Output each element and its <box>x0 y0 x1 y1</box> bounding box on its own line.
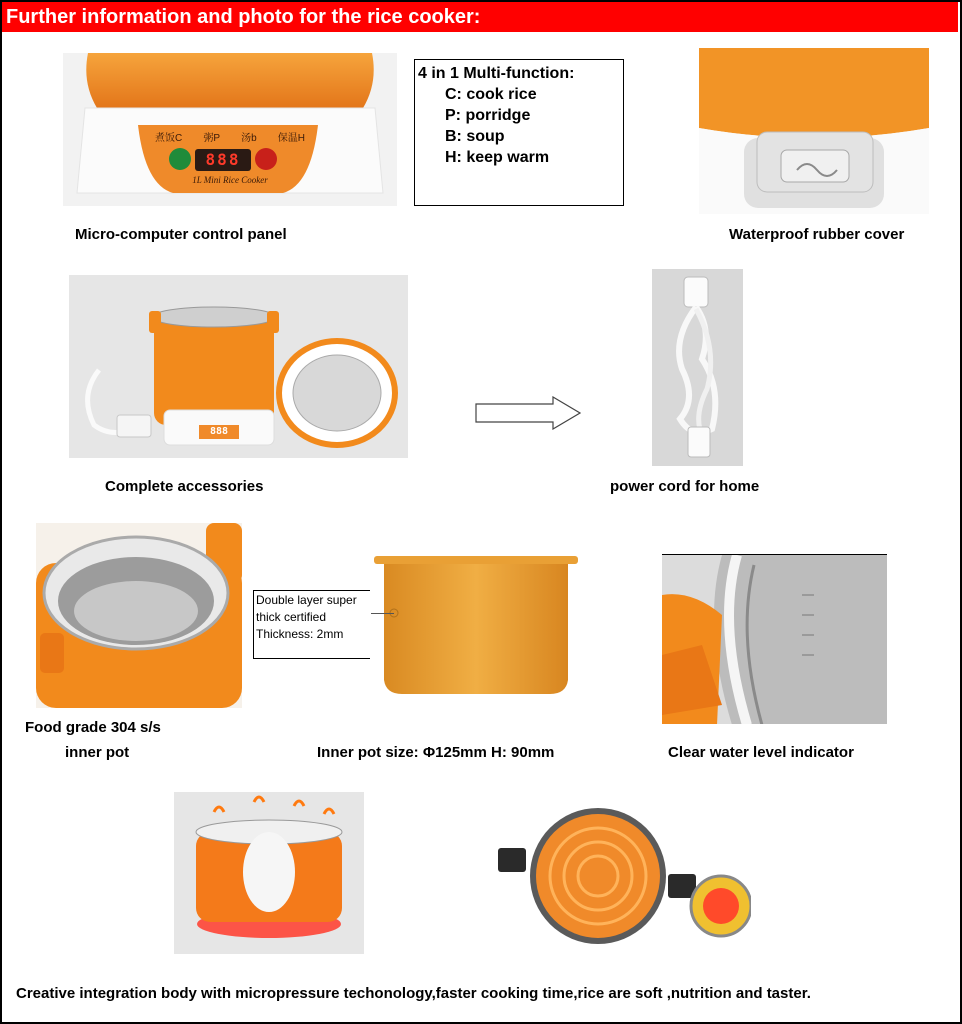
water-level-caption: Clear water level indicator <box>668 744 854 761</box>
function-item: P: porridge <box>445 107 531 124</box>
panel-mode-c: 煮饭C <box>155 133 183 144</box>
callout-pointer <box>371 613 394 614</box>
accessories-caption: Complete accessories <box>105 478 264 495</box>
water-level-photo <box>662 554 887 724</box>
panel-mode-b: 汤b <box>241 133 257 144</box>
inner-pot-photo <box>36 523 242 708</box>
accessories-display: 888 <box>209 426 229 437</box>
panel-subtitle: 1L Mini Rice Cooker <box>192 175 268 185</box>
induction-illustration <box>496 806 751 946</box>
function-item: C: cook rice <box>445 86 537 103</box>
control-panel-photo <box>63 53 397 206</box>
footer-text: Creative integration body with micropressure techonology,faster cooking time,rice are soft ,nutrition and taster. <box>16 985 811 1002</box>
callout-line: Thickness: 2mm <box>256 627 344 641</box>
inner-pot-caption-line2: inner pot <box>65 744 130 761</box>
inner-pot-size-photo <box>370 550 585 700</box>
functions-box <box>414 59 624 206</box>
power-cord-photo <box>652 269 743 466</box>
heating-illustration <box>174 792 364 954</box>
callout-line: thick certified <box>256 610 327 624</box>
thickness-callout <box>253 590 371 659</box>
panel-digital-display: 888 <box>205 150 241 169</box>
panel-mode-p: 粥P <box>203 133 220 144</box>
function-item: H: keep warm <box>445 149 550 166</box>
power-cord-caption: power cord for home <box>610 478 760 495</box>
function-item: B: soup <box>445 128 505 145</box>
panel-mode-labels <box>155 129 305 144</box>
control-panel-caption: Micro-computer control panel <box>75 226 287 243</box>
rubber-cover-caption: Waterproof rubber cover <box>729 226 905 243</box>
functions-title: 4 in 1 Multi-function: <box>418 65 575 82</box>
pot-size-caption: Inner pot size: Φ125mm H: 90mm <box>317 744 555 761</box>
arrow-right-icon <box>475 396 581 430</box>
rubber-cover-photo <box>699 48 929 214</box>
accessories-photo <box>69 275 408 458</box>
inner-pot-caption-line1: Food grade 304 s/s <box>25 719 161 736</box>
panel-mode-h: 保温H <box>277 133 305 144</box>
page-header: Further information and photo for the rice cooker: <box>2 2 958 32</box>
callout-line: Double layer super <box>256 593 357 607</box>
